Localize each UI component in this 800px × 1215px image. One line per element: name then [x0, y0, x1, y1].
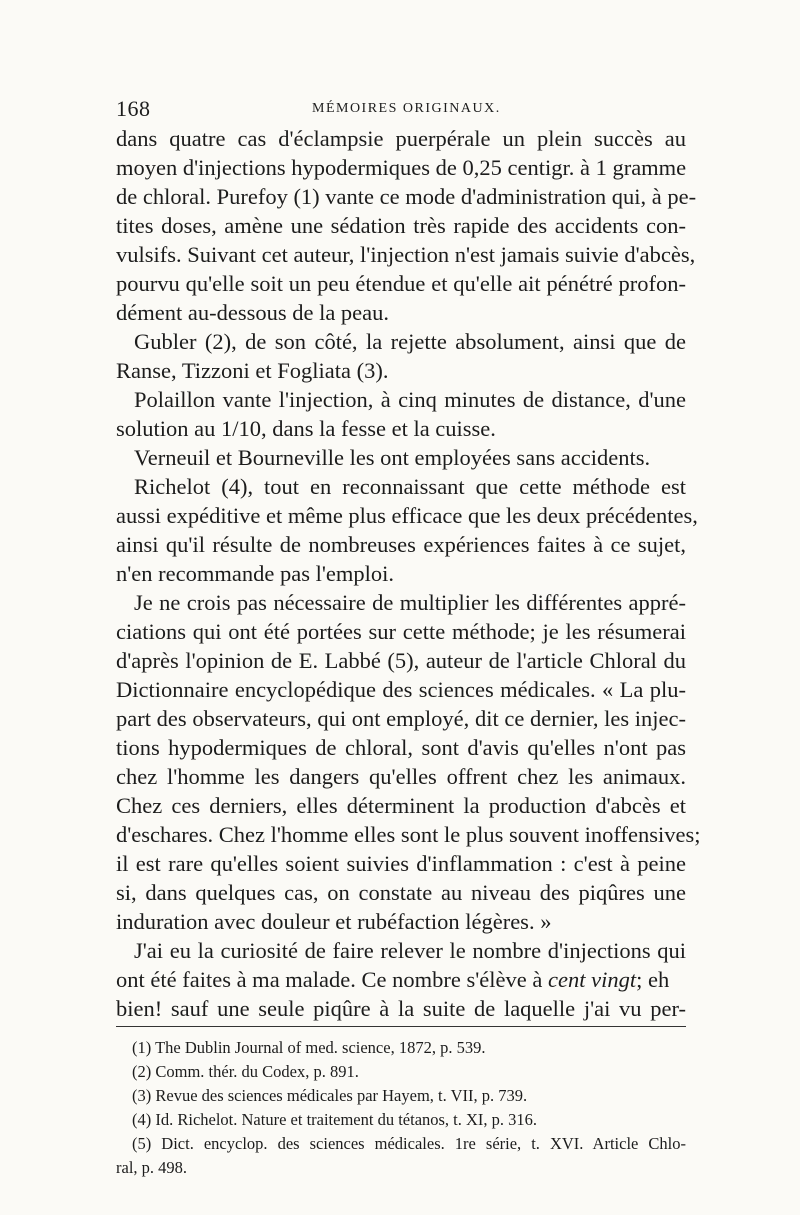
text-line: bien! sauf une seule piqûre à la suite de laquelle j'ai vu per-: [116, 996, 686, 1021]
emphasis-text: cent vingt: [548, 967, 637, 992]
text-line: pourvu qu'elle soit un peu étendue et qu'elle ait pénétré profon-: [116, 271, 686, 296]
text-line: ainsi qu'il résulte de nombreuses expériences faites à ce sujet,: [116, 532, 686, 557]
text-line: d'eschares. Chez l'homme elles sont le plus souvent inoffensives;: [116, 822, 701, 847]
text-line: de chloral. Purefoy (1) vante ce mode d'administration qui, à pe-: [116, 184, 697, 209]
text-line: Dictionnaire encyclopédique des sciences médicales. « La plu-: [116, 677, 686, 702]
text-line: tions hypodermiques de chloral, sont d'avis qu'elles n'ont pas: [116, 735, 686, 760]
footnote: (2) Comm. thér. du Codex, p. 891.: [132, 1062, 359, 1081]
text-line: tites doses, amène une sédation très rapide des accidents con-: [116, 213, 686, 238]
text-line: [116, 965, 686, 994]
running-head: [116, 96, 686, 122]
text-line: Ranse, Tizzoni et Fogliata (3).: [116, 358, 389, 383]
running-title: MÉMOIRES ORIGINAUX.: [312, 101, 501, 116]
text-line: dans quatre cas d'éclampsie puerpérale un plein succès au: [116, 126, 686, 151]
footnote-continuation: ral, p. 498.: [116, 1158, 188, 1177]
text-line: Gubler (2), de son côté, la rejette absolument, ainsi que de: [134, 329, 686, 354]
text-line: Je ne crois pas nécessaire de multiplier les différentes appré-: [134, 590, 686, 615]
text-line: d'après l'opinion de E. Labbé (5), auteur de l'article Chloral du: [116, 648, 686, 673]
text-line: J'ai eu la curiosité de faire relever le nombre d'injections qui: [134, 938, 686, 963]
text-line: aussi expéditive et même plus efficace que les deux précédentes,: [116, 503, 698, 528]
text-line: vulsifs. Suivant cet auteur, l'injection n'est jamais suivie d'abcès,: [116, 242, 696, 267]
footnote-rule: [116, 1026, 686, 1027]
text-line: part des observateurs, qui ont employé, dit ce dernier, les injec-: [116, 706, 686, 731]
text-line-part: ont été faites à ma malade. Ce nombre s'élève à cent vingt; eh: [116, 967, 670, 992]
footnote: (1) The Dublin Journal of med. science, 1872, p. 539.: [132, 1038, 486, 1057]
page-number: 168: [116, 96, 151, 121]
text-line: Verneuil et Bourneville les ont employées sans accidents.: [134, 445, 651, 470]
text-line: Chez ces derniers, elles déterminent la production d'abcès et: [116, 793, 686, 818]
text-line: Richelot (4), tout en reconnaissant que cette méthode est: [134, 474, 686, 499]
footnote: (5) Dict. encyclop. des sciences médicales. 1re série, t. XVI. Article Chlo-: [132, 1134, 686, 1153]
text-line: n'en recommande pas l'emploi.: [116, 561, 395, 586]
footnote: (3) Revue des sciences médicales par Hayem, t. VII, p. 739.: [132, 1086, 528, 1105]
text-line: si, dans quelques cas, on constate au niveau des piqûres une: [116, 880, 686, 905]
footnote: (4) Id. Richelot. Nature et traitement du tétanos, t. XI, p. 316.: [132, 1110, 538, 1129]
text-line: induration avec douleur et rubéfaction légères. »: [116, 909, 552, 934]
text-line: ciations qui ont été portées sur cette méthode; je les résumerai: [116, 619, 686, 644]
text-line: dément au-dessous de la peau.: [116, 300, 390, 325]
text-line: Polaillon vante l'injection, à cinq minutes de distance, d'une: [134, 387, 686, 412]
text-line: solution au 1/10, dans la fesse et la cuisse.: [116, 416, 496, 441]
text-line: il est rare qu'elles soient suivies d'inflammation : c'est à peine: [116, 851, 686, 876]
text-line: moyen d'injections hypodermiques de 0,25 centigr. à 1 gramme: [116, 155, 687, 180]
text-line: chez l'homme les dangers qu'elles offrent chez les animaux.: [116, 764, 686, 789]
